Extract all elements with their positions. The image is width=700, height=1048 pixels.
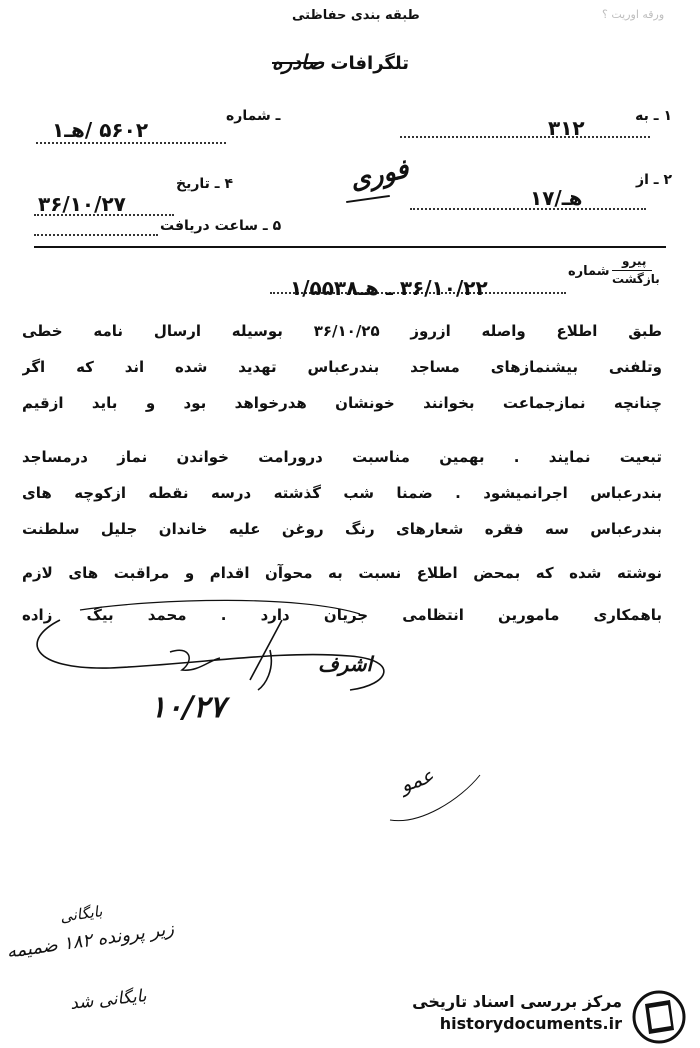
body-line-3: چنانچه نمازجماعت بخوانند خونشان هدرخواهد بود و باید ازقیم <box>22 394 662 412</box>
followup-number-value: ۳۶/۱۰/۲۲ ـ هـ۱/۵۵۳۸ <box>290 276 488 300</box>
title-handwritten: صادره <box>272 50 325 74</box>
handwritten-date: ۱۰/۲۷ <box>150 690 226 725</box>
footnote-line-1: بایگانی <box>58 902 104 926</box>
body-line-8: باهمکاری مامورین انتظامی جریان دارد . محمد بیگ زاده <box>22 606 662 624</box>
header-divider <box>34 246 666 248</box>
document-title <box>272 50 409 74</box>
to-value-line <box>400 112 650 138</box>
to-label: ۱ ـ به <box>635 108 672 124</box>
body-line-4: تبعیت نمایند . بهمین مناسبت درورامت خواندن نماز درمساجد <box>22 448 662 466</box>
date-label: ۴ ـ تاریخ <box>176 176 233 192</box>
from-label: ۲ ـ از <box>636 172 672 188</box>
body-line-1: طبق اطلاع واصله ازروز ۳۶/۱۰/۲۵ بوسیله ارسال نامه خطی <box>22 322 662 340</box>
signature-flourish <box>20 590 440 740</box>
signature: اشرف <box>318 652 373 676</box>
number-label: ـ شماره <box>226 108 281 124</box>
from-value-line <box>410 176 646 210</box>
body-line-6: بندرعباس سه فقره شعارهای رنگ روغن علیه خاندان جلیل سلطنت <box>22 520 662 538</box>
classification-label: طبقه بندی حفاظتی <box>292 8 420 23</box>
watermark <box>412 990 688 1044</box>
initials-stroke <box>380 770 490 830</box>
footnote-line-3: بایگانی شد <box>69 986 148 1014</box>
followup-number-label: شماره <box>568 264 610 279</box>
watermark-name: مرکز بررسی اسناد تاریخی <box>412 992 622 1011</box>
watermark-url: historydocuments.ir <box>439 1014 622 1033</box>
body-line-2: وتلفنی بیشنمازهای مساجد بندرعباس تهدید شده اند که اگر <box>22 358 662 376</box>
followup-label: پیرو <box>622 254 647 268</box>
received-label: ۵ ـ ساعت دریافت <box>160 218 282 234</box>
initials: عمو <box>396 762 437 798</box>
urgency-underline <box>346 195 390 203</box>
urgency-stamp: فوری <box>347 154 412 196</box>
footnote-line-2: زیر پرونده ۱۸۲ ضمیمه <box>5 918 176 963</box>
top-corner-note: ورقه اوریت ؟ <box>602 8 665 21</box>
date-value: ۳۶/۱۰/۲۷ <box>38 192 126 216</box>
number-value: ۵۶۰۲ /هـ۱ <box>52 118 149 142</box>
received-value-line <box>34 222 158 236</box>
body-line-5: بندرعباس اجرانمیشود . ضمنا شب گذشته درسه نقطه ازکوچه های <box>22 484 662 502</box>
archive-logo-icon <box>630 990 688 1044</box>
return-label: بازگشت <box>612 272 660 286</box>
from-value: هـ/۱۷ <box>530 186 583 210</box>
body-line-7: نوشته شده که بمحض اطلاع نسبت به محوآن اقدام و مراقبت های لازم <box>22 564 662 582</box>
title-prefix: تلگرافات <box>330 53 409 74</box>
to-value: ۳۱۲ <box>548 116 585 140</box>
followup-return-divider <box>612 270 652 271</box>
